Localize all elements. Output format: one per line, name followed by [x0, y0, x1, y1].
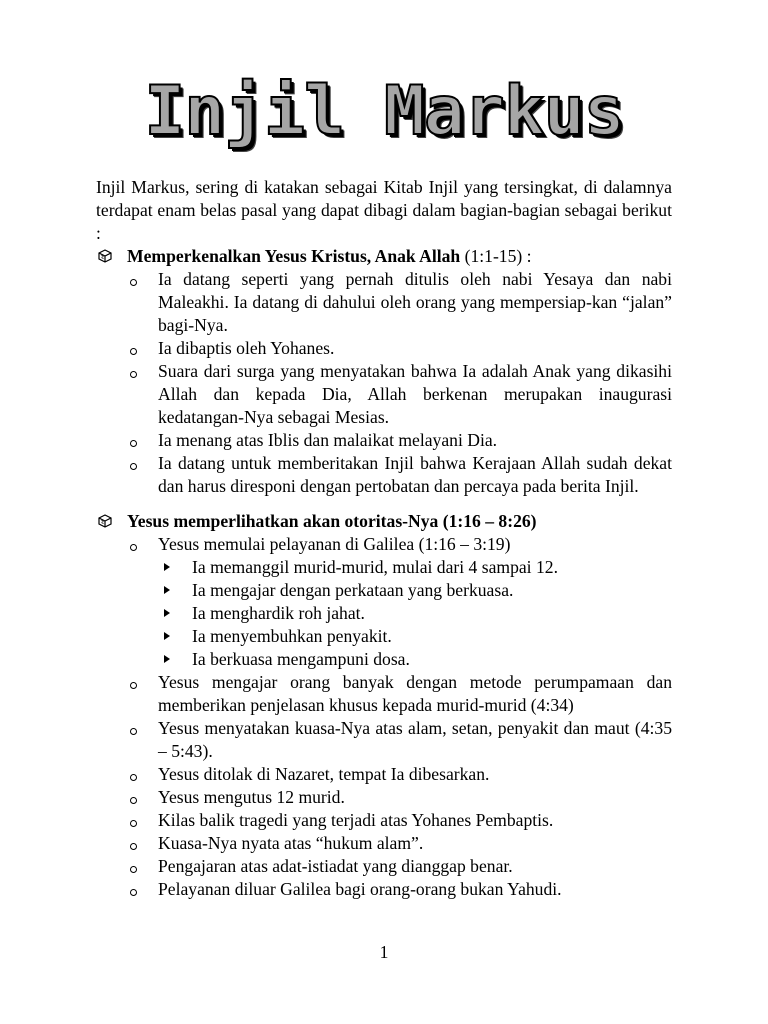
circle-bullet-icon — [130, 544, 137, 551]
item-list — [127, 533, 672, 901]
page-title: Injil Markus — [144, 72, 624, 151]
triangle-bullet-icon — [164, 563, 170, 571]
document-body — [96, 176, 672, 901]
section-2 — [96, 510, 672, 901]
subitem-list — [158, 556, 672, 671]
triangle-bullet-icon — [164, 655, 170, 663]
list-item: Pelayanan diluar Galilea bagi orang-orang bukan Yahudi. — [127, 878, 672, 901]
box-icon — [98, 249, 112, 263]
section-heading — [127, 510, 672, 533]
circle-bullet-icon — [130, 371, 137, 378]
triangle-bullet-icon — [164, 586, 170, 594]
circle-bullet-icon — [130, 843, 137, 850]
section-heading-bold: Memperkenalkan Yesus Kristus, Anak Allah — [127, 246, 461, 266]
intro-paragraph: Injil Markus, sering di katakan sebagai Kitab Injil yang tersingkat, di dalamnya terdapat enam belas pasal yang dapat dibagi dalam bagian-bagian sebagai berikut : — [96, 177, 672, 243]
list-item: Yesus mengutus 12 murid. — [127, 786, 672, 809]
section-1 — [96, 245, 672, 498]
triangle-bullet-icon — [164, 632, 170, 640]
section-list — [96, 245, 672, 901]
circle-bullet-icon — [130, 279, 137, 286]
list-item: Pengajaran atas adat-istiadat yang dianggap benar. — [127, 855, 672, 878]
item-list — [127, 268, 672, 498]
circle-bullet-icon — [130, 440, 137, 447]
section-heading — [127, 245, 672, 268]
circle-bullet-icon — [130, 797, 137, 804]
list-item: Ia datang seperti yang pernah ditulis oleh nabi Yesaya dan nabi Maleakhi. Ia datang di dahului oleh orang yang mempersiap-kan “jalan” bagi-Nya. — [127, 268, 672, 337]
list-item: Suara dari surga yang menyatakan bahwa Ia adalah Anak yang dikasihi Allah dan kepada Dia, Allah berkenan merupakan inaugurasi kedatangan-Nya sebagai Mesias. — [127, 360, 672, 429]
circle-bullet-icon — [130, 889, 137, 896]
list-item: Ia dibaptis oleh Yohanes. — [127, 337, 672, 360]
circle-bullet-icon — [130, 866, 137, 873]
triangle-bullet-icon — [164, 609, 170, 617]
list-item: Ia menang atas Iblis dan malaikat melayani Dia. — [127, 429, 672, 452]
list-item: Kilas balik tragedi yang terjadi atas Yohanes Pembaptis. — [127, 809, 672, 832]
circle-bullet-icon — [130, 682, 137, 689]
box-icon — [98, 514, 112, 528]
list-item: Yesus mengajar orang banyak dengan metode perumpamaan dan memberikan penjelasan khusus kepada murid-murid (4:34) — [127, 671, 672, 717]
circle-bullet-icon — [130, 463, 137, 470]
list-item: Ia datang untuk memberitakan Injil bahwa Kerajaan Allah sudah dekat dan harus diresponi dengan pertobatan dan percaya pada berita Injil. — [127, 452, 672, 498]
circle-bullet-icon — [130, 774, 137, 781]
sub-list-item: Ia menghardik roh jahat. — [158, 602, 672, 625]
section-heading-bold: Yesus memperlihatkan akan otoritas-Nya (1:16 – 8:26) — [127, 511, 537, 531]
sub-list-item: Ia berkuasa mengampuni dosa. — [158, 648, 672, 671]
list-item: Yesus menyatakan kuasa-Nya atas alam, setan, penyakit dan maut (4:35 – 5:43). — [127, 717, 672, 763]
list-item: Yesus ditolak di Nazaret, tempat Ia dibesarkan. — [127, 763, 672, 786]
section-heading-range: (1:1-15) : — [460, 246, 532, 266]
list-item: Yesus memulai pelayanan di Galilea (1:16 – 3:19) Ia memanggil murid-murid, mulai dari 4 sampai 12. Ia mengajar dengan perkataan yang berkuasa. Ia menghardik roh jahat. Ia menyembuhkan penyakit. Ia berkuasa mengampuni dosa. — [127, 533, 672, 671]
circle-bullet-icon — [130, 348, 137, 355]
page-number: 1 — [379, 942, 389, 962]
sub-list-item: Ia menyembuhkan penyakit. — [158, 625, 672, 648]
list-item: Kuasa-Nya nyata atas “hukum alam”. — [127, 832, 672, 855]
circle-bullet-icon — [130, 728, 137, 735]
sub-list-item: Ia memanggil murid-murid, mulai dari 4 sampai 12. — [158, 556, 672, 579]
sub-list-item: Ia mengajar dengan perkataan yang berkuasa. — [158, 579, 672, 602]
circle-bullet-icon — [130, 820, 137, 827]
